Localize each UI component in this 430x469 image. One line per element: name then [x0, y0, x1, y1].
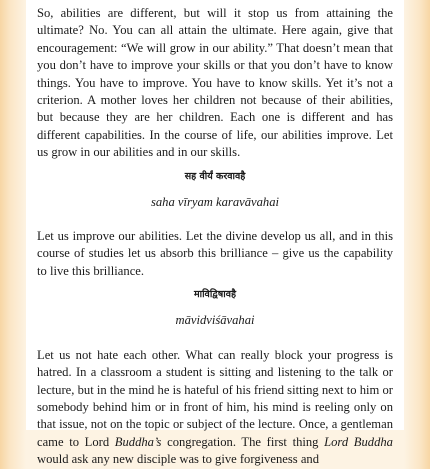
- transliteration-verse-2: māvidviśāvahai: [175, 313, 255, 328]
- paragraph-abilities: So, abilities are different, but will it stop us from attaining the ultimate? No. You can all attain the ultimate. Here again, give that encouragement: “We will grow in our ability.” That doesn’t mean that you don’t have to improve your skills or that you don’t have to know things. You have to improve. You have to know skills. Yet it’s not a criterion. A mother loves her children not because of their abilities, but because they are her children. Each one is different and has different capabilities. In the course of life, our abilities improve. Let us grow in our abilities and in our skills.: [37, 6, 393, 160]
- book-page: [26, 0, 404, 467]
- paragraph-hatred-text-a: Let us not hate each other. What can really block your progress is hatred. In a classroom a student is sitting and listening to the talk or lecture, but in the mind he is hateful of his friend sitting next to him or somebody behind him or in front of him, his mind is reeling only on that issue, not on the topic or subject of the lecture. Once, a gentleman came to Lord: [37, 347, 393, 449]
- page-content: [37, 5, 393, 469]
- transliteration-verse-1: saha vīryam karavāvahai: [150, 194, 279, 209]
- paragraph-hatred: [37, 347, 393, 469]
- paragraph-improve: Let us improve our abilities. Let the divine develop us all, and in this course of studies let us absorb this brilliance – give us the capability to live this brilliance.: [37, 229, 393, 278]
- paragraph-hatred-text-c: congregation. The first thing: [161, 434, 325, 449]
- paragraph-hatred-lord-buddha: Lord Buddha: [324, 434, 393, 449]
- paragraph-hatred-text-e: would ask any new disciple was to give forgiveness and: [37, 452, 320, 467]
- sanskrit-verse-1: सह वीर्यं करवावहै: [184, 170, 246, 182]
- sanskrit-verse-2: माविद्विषावहै: [193, 289, 237, 301]
- paragraph-hatred-buddhas: Buddha’s: [114, 434, 162, 449]
